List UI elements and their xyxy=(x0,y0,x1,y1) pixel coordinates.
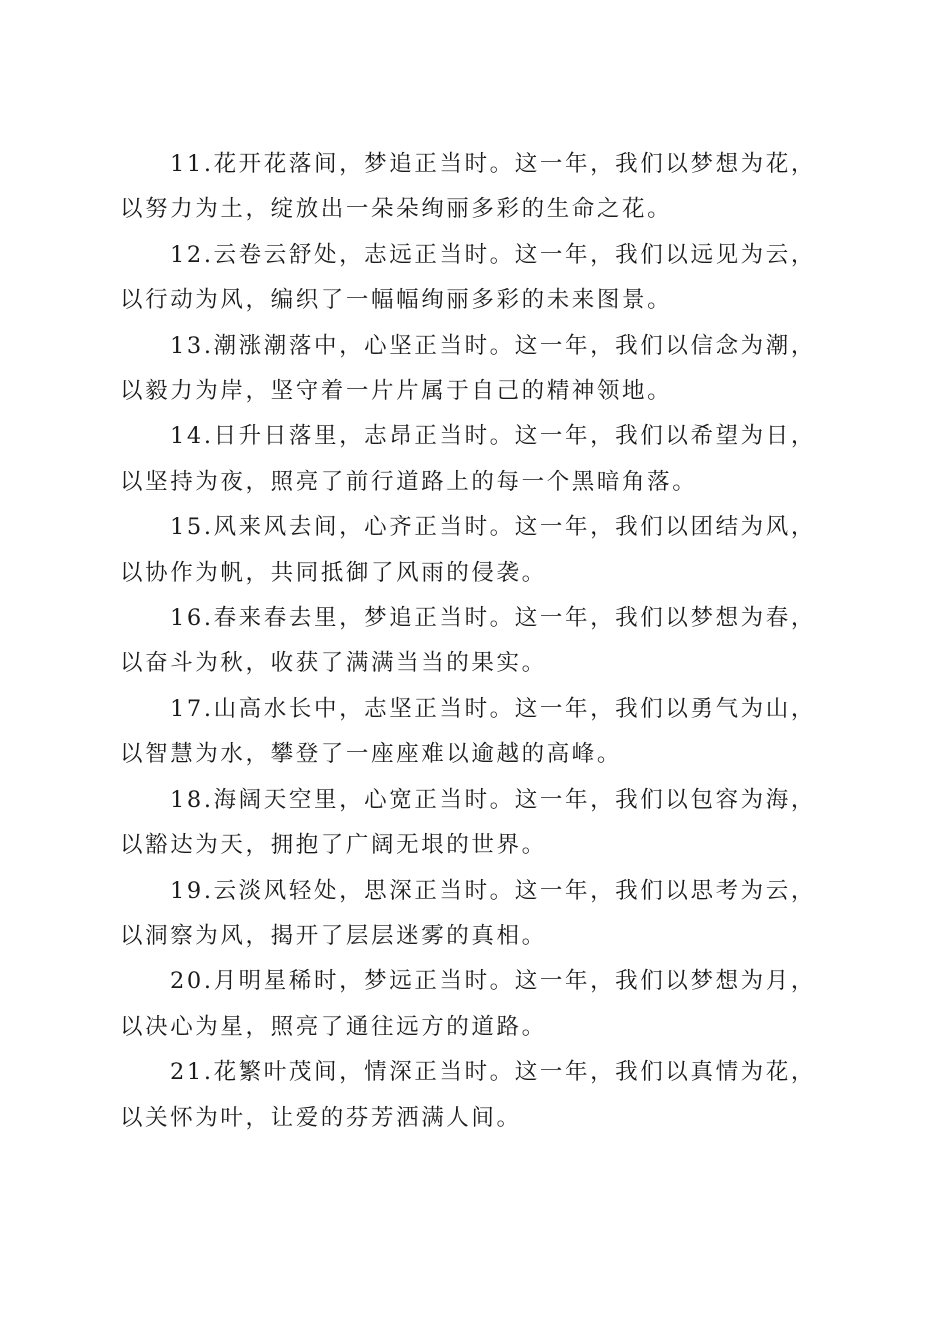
paragraph-line: 以毅力为岸，坚守着一片片属于自己的精神领地。 xyxy=(120,378,673,405)
paragraph-12 xyxy=(120,233,832,324)
paragraph-16 xyxy=(120,596,832,687)
paragraph-line: 13.潮涨潮落中，心坚正当时。这一年，我们以信念为潮， xyxy=(170,332,816,359)
paragraph-14 xyxy=(120,414,832,505)
paragraph-line: 17.山高水长中，志坚正当时。这一年，我们以勇气为山， xyxy=(170,695,816,722)
document-body xyxy=(120,142,832,1141)
paragraph-line: 19.云淡风轻处，思深正当时。这一年，我们以思考为云， xyxy=(170,877,816,904)
paragraph-line: 12.云卷云舒处，志远正当时。这一年，我们以远见为云， xyxy=(170,241,816,268)
paragraph-line: 以行动为风，编织了一幅幅绚丽多彩的未来图景。 xyxy=(120,287,673,314)
paragraph-line: 以智慧为水，攀登了一座座难以逾越的高峰。 xyxy=(120,741,623,768)
paragraph-line: 20.月明星稀时，梦远正当时。这一年，我们以梦想为月， xyxy=(170,968,816,995)
paragraph-line: 11.花开花落间，梦追正当时。这一年，我们以梦想为花， xyxy=(170,151,816,177)
paragraph-line: 以努力为土，绽放出一朵朵绚丽多彩的生命之花。 xyxy=(120,196,673,223)
paragraph-21 xyxy=(120,1050,832,1141)
paragraph-13 xyxy=(120,324,832,415)
paragraph-15 xyxy=(120,505,832,596)
paragraph-19 xyxy=(120,869,832,960)
paragraph-line: 以关怀为叶，让爱的芬芳洒满人间。 xyxy=(120,1104,522,1131)
paragraph-18 xyxy=(120,778,832,869)
paragraph-line: 以协作为帆，共同抵御了风雨的侵袭。 xyxy=(120,559,547,586)
paragraph-20 xyxy=(120,959,832,1050)
paragraph-line: 14.日升日落里，志昂正当时。这一年，我们以希望为日， xyxy=(170,423,816,450)
paragraph-11 xyxy=(120,142,832,233)
paragraph-line: 18.海阔天空里，心宽正当时。这一年，我们以包容为海， xyxy=(170,786,816,813)
paragraph-17 xyxy=(120,687,832,778)
paragraph-line: 以豁达为天，拥抱了广阔无垠的世界。 xyxy=(120,832,547,859)
paragraph-line: 以洞察为风，揭开了层层迷雾的真相。 xyxy=(120,922,547,949)
paragraph-line: 以坚持为夜，照亮了前行道路上的每一个黑暗角落。 xyxy=(120,468,698,495)
paragraph-line: 以决心为星，照亮了通往远方的道路。 xyxy=(120,1013,547,1040)
paragraph-line: 15.风来风去间，心齐正当时。这一年，我们以团结为风， xyxy=(170,514,816,541)
paragraph-line: 以奋斗为秋，收获了满满当当的果实。 xyxy=(120,650,547,677)
paragraph-line: 16.春来春去里，梦追正当时。这一年，我们以梦想为春， xyxy=(170,605,816,632)
paragraph-line: 21.花繁叶茂间，情深正当时。这一年，我们以真情为花， xyxy=(170,1059,816,1086)
